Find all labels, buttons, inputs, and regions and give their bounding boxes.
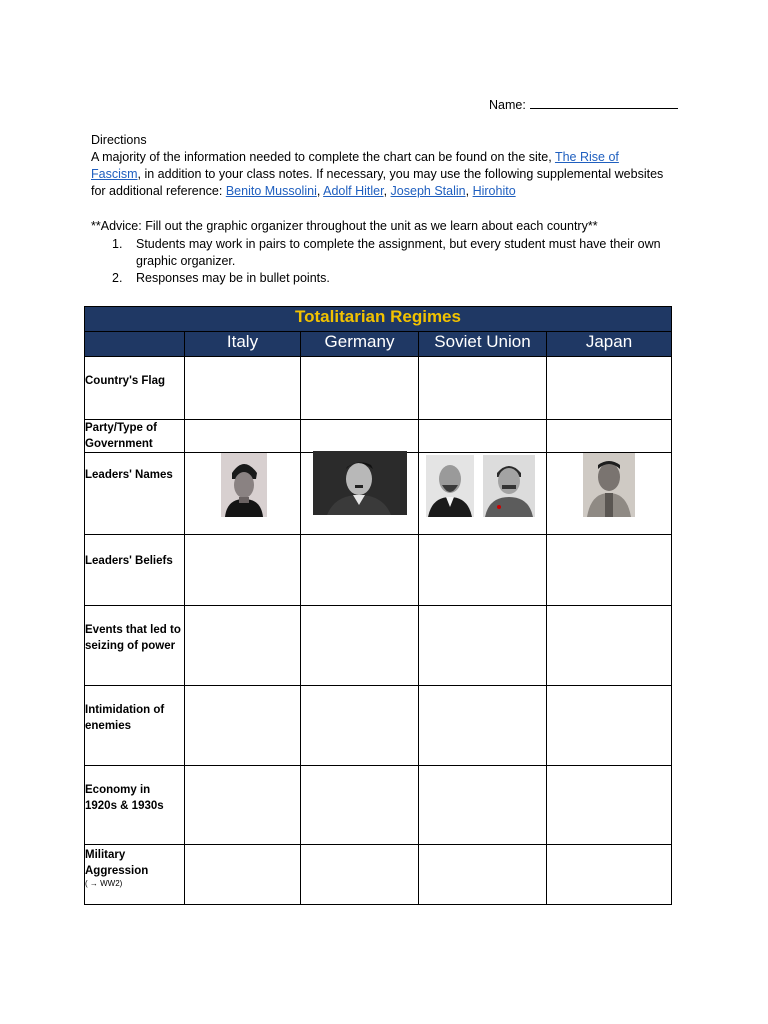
answer-cell[interactable] xyxy=(419,606,547,686)
directions-heading: Directions xyxy=(91,133,147,147)
answer-cell[interactable] xyxy=(301,420,419,453)
answer-cell[interactable] xyxy=(547,357,672,420)
table-row-military xyxy=(85,845,672,905)
row-label: Party/Type of Government xyxy=(85,420,185,453)
answer-cell[interactable] xyxy=(547,535,672,606)
hitler-link[interactable]: Adolf Hitler xyxy=(323,184,384,198)
mussolini-portrait xyxy=(221,453,267,517)
answer-cell[interactable] xyxy=(301,686,419,766)
directions-text-2: , in addition to your class notes. If necessary, you may use the following supplemental websites xyxy=(137,167,664,181)
row-label: Country's Flag xyxy=(85,357,185,420)
answer-cell[interactable] xyxy=(547,606,672,686)
answer-cell[interactable] xyxy=(301,453,419,535)
answer-cell[interactable] xyxy=(547,766,672,845)
answer-cell[interactable] xyxy=(419,420,547,453)
directions-line-2 xyxy=(91,166,663,183)
directions-text-1: A majority of the information needed to complete the chart can be found on the site, xyxy=(91,150,552,164)
stalin-link[interactable]: Joseph Stalin xyxy=(390,184,466,198)
answer-cell[interactable] xyxy=(301,357,419,420)
row-label xyxy=(85,845,185,905)
answer-cell[interactable] xyxy=(547,453,672,535)
column-header-germany: Germany xyxy=(301,332,419,357)
lenin-portrait xyxy=(426,455,474,517)
answer-cell[interactable] xyxy=(419,453,547,535)
answer-cell[interactable] xyxy=(185,845,301,905)
answer-cell[interactable] xyxy=(301,845,419,905)
answer-cell[interactable] xyxy=(547,686,672,766)
table-row-party xyxy=(85,420,672,453)
corner-header xyxy=(85,332,185,357)
column-header-soviet-union: Soviet Union xyxy=(419,332,547,357)
answer-cell[interactable] xyxy=(301,766,419,845)
answer-cell[interactable] xyxy=(419,357,547,420)
table-title: Totalitarian Regimes xyxy=(85,307,672,332)
directions-line-1 xyxy=(91,149,619,166)
answer-cell[interactable] xyxy=(301,535,419,606)
answer-cell[interactable] xyxy=(419,535,547,606)
name-field-label xyxy=(489,96,678,114)
row-label: Leaders' Beliefs xyxy=(85,535,185,606)
row-label: Economy in 1920s & 1930s xyxy=(85,766,185,845)
answer-cell[interactable] xyxy=(185,357,301,420)
row-label: Leaders' Names xyxy=(85,453,185,535)
answer-cell[interactable] xyxy=(185,606,301,686)
table-row-beliefs xyxy=(85,535,672,606)
rise-of-fascism-link-cont[interactable]: Fascism xyxy=(91,167,138,181)
totalitarian-regimes-table xyxy=(84,306,672,905)
answer-cell[interactable] xyxy=(419,686,547,766)
row-label: Intimidation of enemies xyxy=(85,686,185,766)
answer-cell[interactable] xyxy=(185,686,301,766)
name-blank-line[interactable] xyxy=(530,96,678,109)
advice-text: **Advice: Fill out the graphic organizer throughout the unit as we learn about each country** xyxy=(91,219,598,233)
directions-text-3: for additional reference: xyxy=(91,184,223,198)
hitler-portrait xyxy=(313,451,407,515)
answer-cell[interactable] xyxy=(185,535,301,606)
directions-line-3: for additional reference: Benito Mussolini, Adolf Hitler, Joseph Stalin, Hirohito xyxy=(91,184,516,198)
military-label: Military Aggression xyxy=(85,849,149,877)
answer-cell[interactable] xyxy=(547,420,672,453)
table-row-intimidation xyxy=(85,686,672,766)
answer-cell[interactable] xyxy=(185,766,301,845)
table-row-events xyxy=(85,606,672,686)
column-header-japan: Japan xyxy=(547,332,672,357)
answer-cell[interactable] xyxy=(301,606,419,686)
name-label: Name: xyxy=(489,98,526,112)
answer-cell[interactable] xyxy=(547,845,672,905)
column-header-italy: Italy xyxy=(185,332,301,357)
row-label: Events that led to seizing of power xyxy=(85,606,185,686)
answer-cell[interactable] xyxy=(185,453,301,535)
ww2-note: ( → WW2) xyxy=(85,879,123,888)
table-row-economy xyxy=(85,766,672,845)
answer-cell[interactable] xyxy=(185,420,301,453)
rise-of-fascism-link[interactable]: The Rise of xyxy=(554,150,619,164)
mussolini-link[interactable]: Benito Mussolini xyxy=(225,184,317,198)
answer-cell[interactable] xyxy=(419,845,547,905)
table-row-flag xyxy=(85,357,672,420)
hirohito-link[interactable]: Hirohito xyxy=(472,184,516,198)
hirohito-portrait xyxy=(583,453,635,517)
answer-cell[interactable] xyxy=(419,766,547,845)
table-row-leaders-names xyxy=(85,453,672,535)
stalin-portrait xyxy=(483,455,535,517)
